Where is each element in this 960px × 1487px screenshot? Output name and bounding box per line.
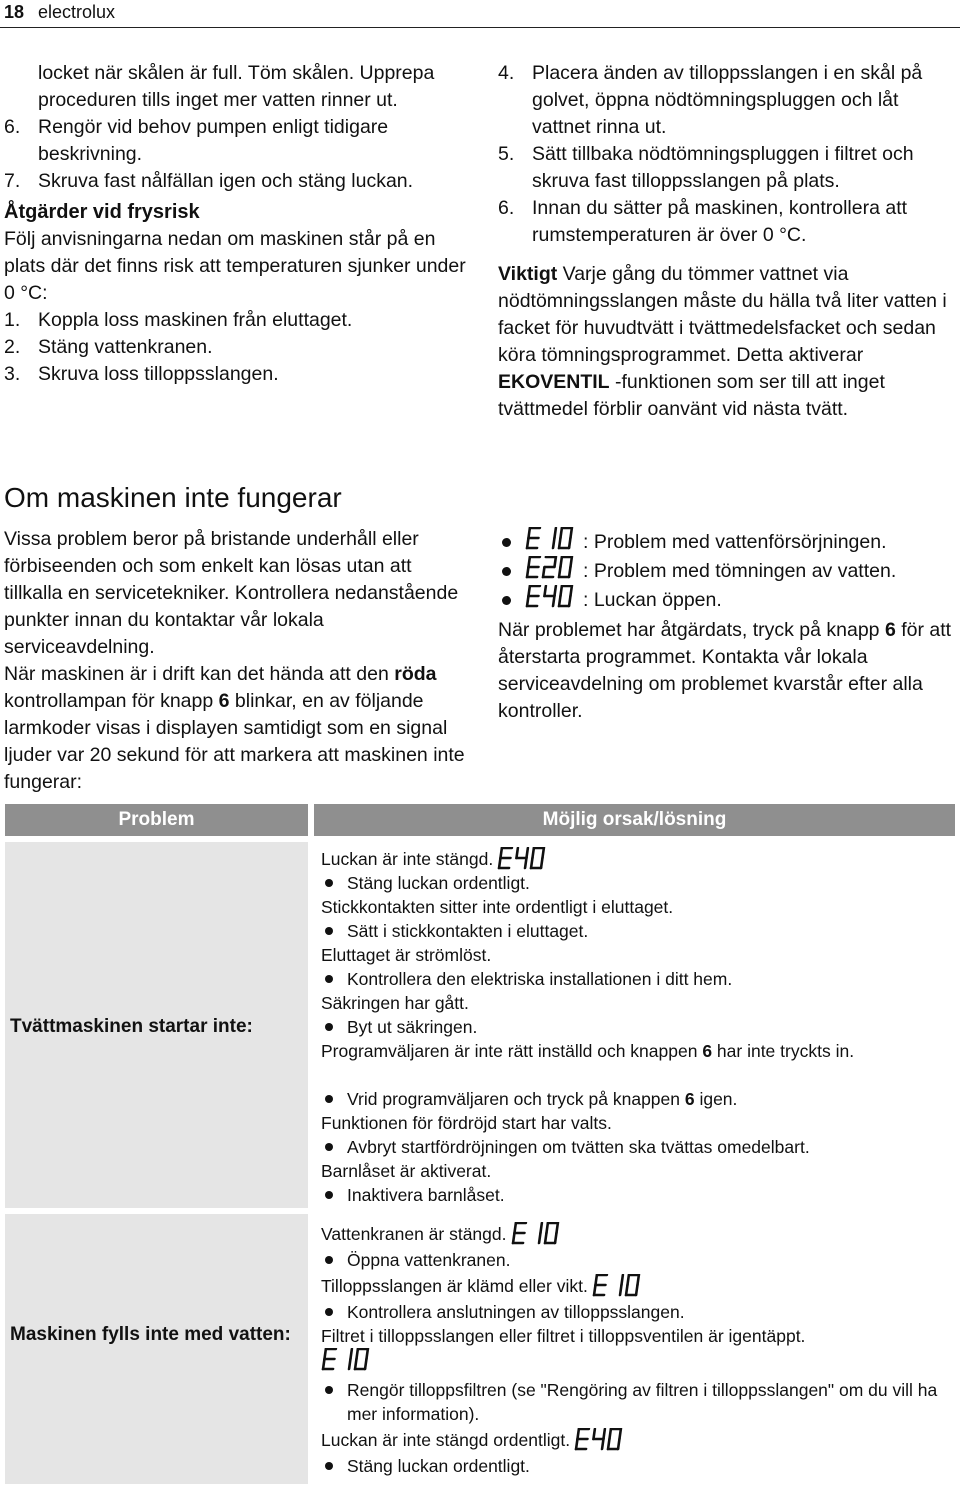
solution-bullet [321,967,951,991]
problem-label: Maskinen fylls inte med vatten: [10,1324,291,1345]
solution-text-b: igen. [694,1089,738,1109]
bullet-icon [325,927,333,935]
frost-step-2 [4,334,474,361]
bullet-icon [325,879,333,887]
cause-text: Luckan är inte stängd ordentligt. [321,1430,571,1450]
step-text: Koppla loss maskinen från eluttaget. [38,309,353,331]
table-row-problem [5,1214,308,1484]
solution-text: Kontrollera anslutningen av tilloppsslangen. [347,1302,685,1322]
alarm-text-c: blinkar, en av följande larmkoder visas i displayen samtidigt som en signal ljuder var 20 sekund för att markera att maskinen inte fungerar: [4,690,465,793]
alarm-text-a: När maskinen är i drift kan det hända att den [4,663,395,685]
cause-line [321,1039,951,1087]
important-label: Viktigt [498,263,558,285]
step-number: 5. [498,143,515,165]
problem-label: Tvättmaskinen startar inte: [10,1016,253,1037]
solution-text: Sätt i stickkontakten i eluttaget. [347,921,589,941]
button-number: 6 [684,1089,695,1109]
after-text-a: När problemet har åtgärdats, tryck på knapp [498,619,885,641]
cause-text: Vattenkranen är stängd. [321,1224,507,1244]
alarm-code-display [525,556,577,588]
cause-line: Filtret i tilloppsslangen eller filtret i tilloppsventilen är igentäppt. [321,1326,806,1346]
solution-list-row2 [321,1220,951,1478]
alarm-code-display [525,527,577,559]
solution-text: Rengör tilloppsfiltren (se "Rengöring av filtren i tilloppsslangen" om du vill ha mer information). [347,1380,938,1424]
page-header [0,0,960,28]
bullet-icon [325,1462,333,1470]
after-fix-paragraph [498,617,958,725]
cause-line [321,1426,951,1454]
step-6 [4,114,474,168]
right-top-column [498,60,958,423]
alarm-code-display [592,1282,644,1302]
step-text: Stäng vattenkranen. [38,336,213,358]
frost-step-3 [4,361,474,388]
solution-bullet [321,1248,951,1272]
alarm-code-text: : Luckan öppen. [583,589,722,611]
drain-step-4 [498,60,958,141]
solution-text: Öppna vattenkranen. [347,1250,511,1270]
bullet-icon [325,1095,333,1103]
cause-line [321,1348,951,1378]
bullet-icon [502,596,511,605]
header-rule [0,27,960,28]
cause-text: Tilloppsslangen är klämd eller vikt. [321,1276,588,1296]
step-number: 1. [4,309,21,331]
solution-text: Stäng luckan ordentligt. [347,873,530,893]
solution-bullet [321,1015,951,1039]
cause-line: Stickkontakten sitter inte ordentligt i eluttaget. [321,897,674,917]
cause-line: Funktionen för fördröjd start har valts. [321,1113,612,1133]
drain-step-6 [498,195,958,249]
step-number: 2. [4,336,21,358]
solution-bullet [321,1378,951,1426]
cause-line: Säkringen har gått. [321,993,469,1013]
cause-text: Luckan är inte stängd. [321,849,494,869]
table-header-problem: Problem [5,804,308,836]
bullet-icon [325,1308,333,1316]
bullet-icon [325,1191,333,1199]
page-number: 18 [4,2,25,22]
cause-line: Eluttaget är strömlöst. [321,945,492,965]
solution-text: Kontrollera den elektriska installationen i ditt hem. [347,969,733,989]
brand-name: electrolux [38,2,116,22]
solution-text-a: Vrid programväljaren och tryck på knappen [347,1089,685,1109]
button-number: 6 [218,690,230,712]
step-text: Innan du sätter på maskinen, kontrollera att rumstemperaturen är över 0 °C. [532,197,908,246]
step-number: 7. [4,170,21,192]
bullet-icon [325,975,333,983]
important-text-1: Varje gång du tömmer vattnet via nödtömningsslangen måste du hälla två liter vatten i facket för huvudtvätt i tvättmedelsfacket och sedan köra tömningsprogrammet. Detta aktiverar [498,263,947,366]
alarm-code-display [525,585,577,617]
bullet-icon [325,1143,333,1151]
step-number: 6. [4,116,21,138]
alarm-code-text: : Problem med tömningen av vatten. [583,560,897,582]
bullet-icon [502,567,511,576]
alarm-code-item [498,586,958,615]
step-number: 6. [498,197,515,219]
alarm-code-display [511,1230,563,1250]
important-note [498,261,958,423]
bullet-icon [325,1256,333,1264]
cause-text: har inte tryckts in. [712,1041,855,1061]
section-title: Om maskinen inte fungerar [4,482,342,513]
drain-step-5 [498,141,958,195]
alarm-code-display [574,1436,626,1456]
step-text: Skruva fast nålfällan igen och stäng luckan. [38,170,414,192]
cause-line: Barnlåset är aktiverat. [321,1161,492,1181]
alarm-code-display [321,1356,373,1376]
alarm-code-text: : Problem med vattenförsörjningen. [583,531,887,553]
red-word: röda [394,663,437,685]
step-text: Rengör vid behov pumpen enligt tidigare beskrivning. [38,116,389,165]
step-text: Placera änden av tilloppsslangen i en skål på golvet, öppna nödtömningspluggen och låt vattnet rinna ut. [532,62,923,138]
cause-text: Programväljaren är inte rätt inställd och knappen [321,1041,703,1061]
step-number: 4. [498,62,515,84]
solution-bullet [321,1183,951,1207]
left-top-column [4,60,474,388]
bullet-icon [325,1023,333,1031]
cause-line [321,1220,951,1248]
solution-bullet [321,871,951,895]
alarm-paragraph [4,661,474,796]
table-header-solution: Möjlig orsak/lösning [314,804,955,836]
solution-bullet [321,1135,951,1159]
cause-line [321,847,951,871]
alarm-text-b: kontrollampan för knapp [4,690,219,712]
after-text-b: för att återstarta programmet. Kontakta vår lokala serviceavdelning om problemet kvarstår efter alla kontroller. [498,619,952,722]
button-number: 6 [702,1041,713,1061]
step-text: Skruva loss tilloppsslangen. [38,363,279,385]
solution-bullet [321,1087,951,1111]
frost-intro: Följ anvisningarna nedan om maskinen står på en plats där det finns risk att temperaturen sjunker under 0 °C: [4,228,466,304]
solution-bullet [321,919,951,943]
alarm-code-item [498,557,958,586]
step-5-continuation: locket när skålen är full. Töm skålen. Upprepa proceduren tills inget mer vatten rinner ut. [38,62,435,111]
solution-list-row1 [321,847,951,1207]
solution-bullet [321,1454,951,1478]
button-number: 6 [884,619,896,641]
frost-heading: Åtgärder vid frysrisk [4,201,200,223]
frost-step-1 [4,307,474,334]
important-text-2: -funktionen som ser till att inget tvättmedel förblir oanvänt vid nästa tvätt. [498,371,885,420]
solution-text: Avbryt startfördröjningen om tvätten ska tvättas omedelbart. [347,1137,810,1157]
bullet-icon [325,1386,333,1394]
solution-text: Stäng luckan ordentligt. [347,1456,530,1476]
bullet-icon [502,538,511,547]
cause-line [321,1272,951,1300]
solution-bullet [321,1300,951,1324]
solution-text [347,1087,951,1111]
right-mid-column [498,528,958,725]
step-7 [4,168,474,195]
solution-text: Byt ut säkringen. [347,1017,478,1037]
table-row-problem [5,842,308,1208]
step-text: Sätt tillbaka nödtömningspluggen i filtret och skruva fast tilloppsslangen på plats. [532,143,914,192]
solution-text: Inaktivera barnlåset. [347,1185,505,1205]
ekoventil-label: EKOVENTIL [498,371,610,393]
step-number: 3. [4,363,21,385]
intro-paragraph: Vissa problem beror på bristande underhåll eller förbiseenden och som enkelt kan lösas utan att tillkalla en servicetekniker. Kontrollera nedanstående punkter innan du kontaktar vår lokala serviceavdelning. [4,528,459,658]
left-mid-column [4,526,474,796]
alarm-code-item [498,528,958,557]
